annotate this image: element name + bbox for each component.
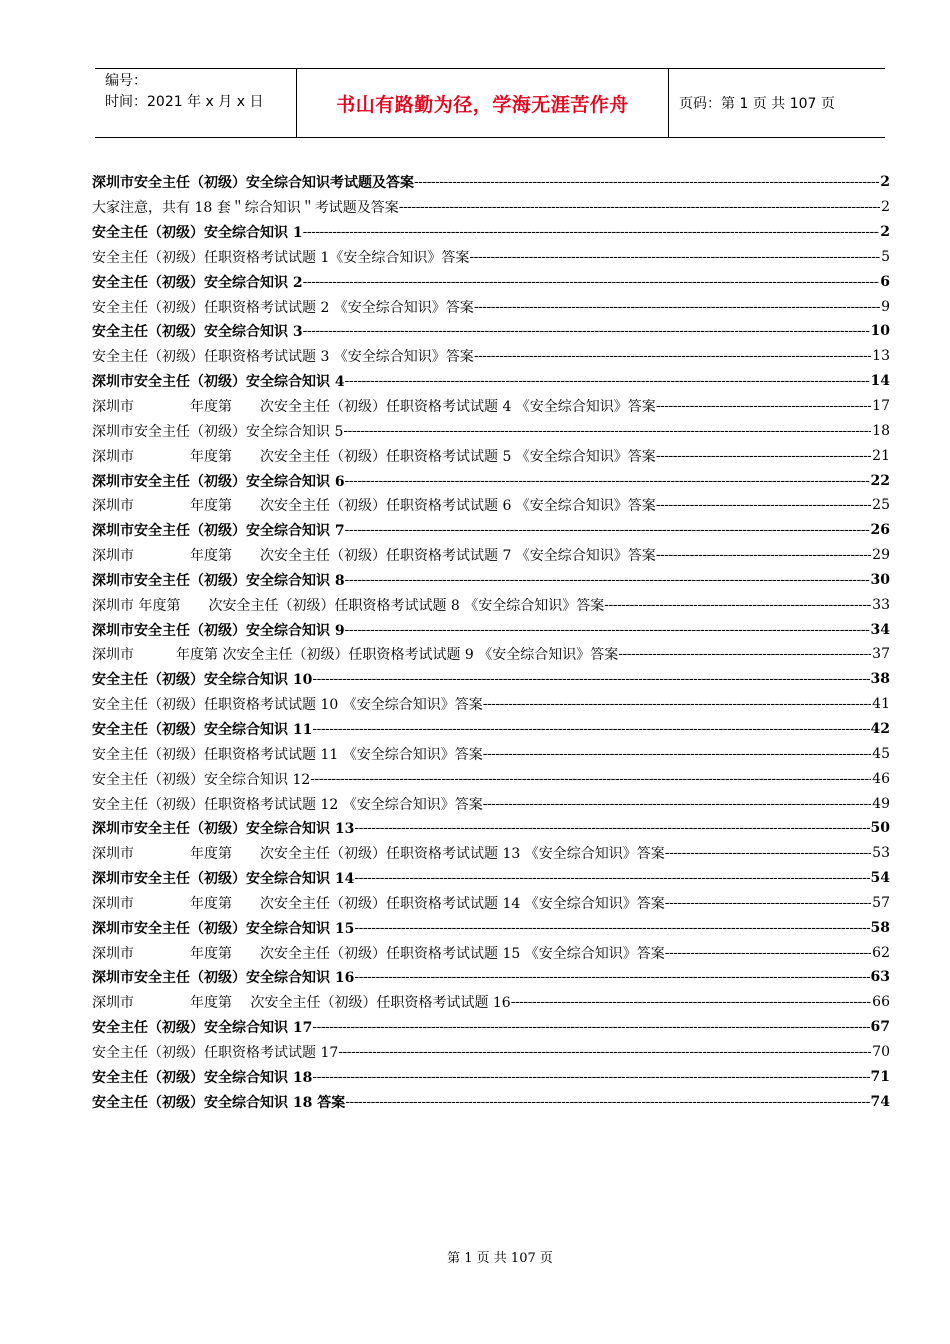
toc-entry[interactable] xyxy=(92,468,890,493)
toc-entry[interactable] xyxy=(92,667,890,692)
toc-entry-title: 安全主任（初级）任职资格考试试题 3 《安全综合知识》答案 xyxy=(92,349,474,366)
toc-entry-page: 62 xyxy=(872,944,890,961)
toc-leader-dots xyxy=(345,373,870,389)
toc-entry-title: 深圳市安全主任（初级）安全综合知识 13 xyxy=(92,821,355,838)
toc-entry-title: 安全主任（初级）安全综合知识 18 xyxy=(92,1069,313,1086)
header-motto xyxy=(297,69,669,137)
toc-entry-title: 安全主任（初级）安全综合知识 10 xyxy=(92,672,313,689)
header-meta xyxy=(95,69,297,137)
toc-leader-dots xyxy=(312,1019,869,1035)
toc-entry-title: 深圳市 年度第 次安全主任（初级）任职资格考试试题 9 《安全综合知识》答案 xyxy=(92,647,619,664)
toc-leader-dots xyxy=(474,348,871,364)
toc-entry[interactable] xyxy=(92,791,890,816)
toc-entry[interactable] xyxy=(92,493,890,518)
page-footer: 第 1 页 共 107 页 xyxy=(447,1251,553,1266)
toc-entry-title: 大家注意，共有 18 套＂综合知识＂考试题及答案 xyxy=(92,200,399,217)
toc-leader-dots xyxy=(343,423,871,439)
toc-entry-page: 25 xyxy=(872,497,890,514)
toc-leader-dots xyxy=(665,945,871,961)
toc-leader-dots xyxy=(483,696,871,712)
toc-entry[interactable] xyxy=(92,443,890,468)
toc-entry-title: 深圳市 年度第 次安全主任（初级）任职资格考试试题 15 《安全综合知识》答案 xyxy=(92,945,665,962)
toc-entry-title: 深圳市 年度第 次安全主任（初级）任职资格考试试题 13 《安全综合知识》答案 xyxy=(92,846,665,863)
motto-text: 书山有路勤为径，学海无涯苦作舟 xyxy=(336,93,629,116)
toc-entry[interactable] xyxy=(92,418,890,443)
toc-entry[interactable] xyxy=(92,717,890,742)
toc-entry[interactable] xyxy=(92,394,890,419)
toc-leader-dots xyxy=(469,249,880,265)
toc-entry-title: 深圳市安全主任（初级）安全综合知识 15 xyxy=(92,920,355,937)
toc-entry[interactable] xyxy=(92,1040,890,1065)
toc-entry-page: 2 xyxy=(880,224,890,241)
toc-leader-dots xyxy=(312,1069,869,1085)
toc-entry[interactable] xyxy=(92,245,890,270)
toc-leader-dots xyxy=(474,299,880,315)
toc-entry-page: 50 xyxy=(870,820,890,837)
toc-entry-page: 38 xyxy=(870,671,890,688)
toc-entry[interactable] xyxy=(92,220,890,245)
toc-leader-dots xyxy=(399,199,880,215)
toc-entry-page: 71 xyxy=(870,1068,890,1085)
toc-entry[interactable] xyxy=(92,369,890,394)
toc-entry[interactable] xyxy=(92,642,890,667)
toc-leader-dots xyxy=(303,224,880,240)
toc-leader-dots xyxy=(354,969,869,985)
toc-entry-page: 2 xyxy=(880,174,890,191)
toc-entry-page: 67 xyxy=(870,1019,890,1036)
toc-leader-dots xyxy=(345,1094,869,1110)
toc-entry[interactable] xyxy=(92,990,890,1015)
toc-leader-dots xyxy=(345,473,870,489)
toc-entry-page: 9 xyxy=(881,298,890,315)
toc-leader-dots xyxy=(310,771,871,787)
serial-label: 编号： xyxy=(105,73,147,89)
toc-leader-dots xyxy=(338,1044,871,1060)
toc-entry-page: 17 xyxy=(872,398,890,415)
toc-leader-dots xyxy=(303,274,880,290)
page-header xyxy=(95,68,885,138)
toc-entry[interactable] xyxy=(92,269,890,294)
time-label: 时间：2021 年 x 月 x 日 xyxy=(105,94,264,110)
toc-entry-page: 22 xyxy=(870,472,890,489)
toc-leader-dots xyxy=(345,522,870,538)
toc-entry-page: 14 xyxy=(870,373,890,390)
toc-leader-dots xyxy=(665,845,871,861)
toc-entry[interactable] xyxy=(92,568,890,593)
toc-entry-title: 深圳市安全主任（初级）安全综合知识考试题及答案 xyxy=(92,175,414,192)
toc-leader-dots xyxy=(345,622,870,638)
toc-entry[interactable] xyxy=(92,766,890,791)
toc-entry[interactable] xyxy=(92,741,890,766)
toc-entry[interactable] xyxy=(92,518,890,543)
header-page-info: 页码：第 1 页 共 107 页 xyxy=(679,96,835,112)
toc-entry-page: 42 xyxy=(870,720,890,737)
toc-leader-dots xyxy=(656,448,871,464)
toc-entry-page: 63 xyxy=(870,969,890,986)
toc-entry[interactable] xyxy=(92,965,890,990)
toc-leader-dots xyxy=(665,895,871,911)
toc-entry-page: 41 xyxy=(872,696,890,713)
toc-entry-page: 70 xyxy=(872,1043,890,1060)
toc-entry-title: 安全主任（初级）安全综合知识 1 xyxy=(92,225,303,242)
toc-entry-title: 深圳市安全主任（初级）安全综合知识 4 xyxy=(92,374,345,391)
toc-entry[interactable] xyxy=(92,692,890,717)
toc-entry-page: 30 xyxy=(870,571,890,588)
toc-entry-title: 安全主任（初级）任职资格考试试题 1《安全综合知识》答案 xyxy=(92,249,470,266)
toc-entry-title: 深圳市安全主任（初级）安全综合知识 7 xyxy=(92,523,345,540)
toc-entry-page: 57 xyxy=(872,894,890,911)
toc-entry-title: 深圳市 年度第 次安全主任（初级）任职资格考试试题 6 《安全综合知识》答案 xyxy=(92,498,656,515)
toc-entry-page: 34 xyxy=(870,621,890,638)
toc-entry-page: 66 xyxy=(872,994,890,1011)
toc-entry-title: 安全主任（初级）任职资格考试试题 11 《安全综合知识》答案 xyxy=(92,746,483,763)
toc-entry[interactable] xyxy=(92,195,890,220)
toc-leader-dots xyxy=(656,497,871,513)
toc-entry-page: 37 xyxy=(872,646,890,663)
toc-entry-title: 安全主任（初级）任职资格考试试题 2 《安全综合知识》答案 xyxy=(92,299,474,316)
toc-entry-title: 深圳市安全主任（初级）安全综合知识 8 xyxy=(92,572,345,589)
toc-leader-dots xyxy=(345,572,870,588)
toc-entry-title: 安全主任（初级）安全综合知识 18 答案 xyxy=(92,1094,346,1111)
toc-entry-title: 深圳市 年度第 次安全主任（初级）任职资格考试试题 7 《安全综合知识》答案 xyxy=(92,548,656,565)
toc-leader-dots xyxy=(414,174,879,190)
toc-leader-dots xyxy=(656,547,871,563)
toc-entry-page: 2 xyxy=(881,199,890,216)
toc-entry-page: 29 xyxy=(872,547,890,564)
toc-entry[interactable] xyxy=(92,294,890,319)
toc-entry-page: 26 xyxy=(870,522,890,539)
toc-entry-title: 深圳市 年度第 次安全主任（初级）任职资格考试试题 8 《安全综合知识》答案 xyxy=(92,597,605,614)
toc-leader-dots xyxy=(354,870,869,886)
toc-entry-title: 深圳市安全主任（初级）安全综合知识 6 xyxy=(92,473,345,490)
toc-entry-title: 安全主任（初级）安全综合知识 11 xyxy=(92,721,313,738)
toc-entry-title: 安全主任（初级）安全综合知识 12 xyxy=(92,771,311,788)
toc-entry-page: 10 xyxy=(870,323,890,340)
toc-entry-page: 58 xyxy=(870,919,890,936)
toc-entry-page: 45 xyxy=(872,745,890,762)
toc-entry-title: 安全主任（初级）任职资格考试试题 10 《安全综合知识》答案 xyxy=(92,697,483,714)
toc-entry-page: 46 xyxy=(872,770,890,787)
toc-leader-dots xyxy=(483,746,871,762)
toc-entry-title: 安全主任（初级）安全综合知识 17 xyxy=(92,1020,313,1037)
toc-entry[interactable] xyxy=(92,319,890,344)
toc-leader-dots xyxy=(618,646,871,662)
toc-entry-title: 深圳市 年度第 次安全主任（初级）任职资格考试试题 5 《安全综合知识》答案 xyxy=(92,448,656,465)
toc-entry-page: 5 xyxy=(881,248,890,265)
toc-entry[interactable] xyxy=(92,1089,890,1114)
toc-entry-title: 安全主任（初级）任职资格考试试题 12 《安全综合知识》答案 xyxy=(92,796,483,813)
toc-entry-page: 49 xyxy=(872,795,890,812)
toc-leader-dots xyxy=(656,398,871,414)
toc-entry[interactable] xyxy=(92,1015,890,1040)
toc-entry-title: 安全主任（初级）安全综合知识 2 xyxy=(92,274,303,291)
toc-entry[interactable] xyxy=(92,170,890,195)
toc-leader-dots xyxy=(604,597,871,613)
table-of-contents xyxy=(92,170,890,1114)
toc-entry[interactable] xyxy=(92,592,890,617)
toc-entry-title: 深圳市 年度第 次安全主任（初级）任职资格考试试题 14 《安全综合知识》答案 xyxy=(92,895,665,912)
toc-entry[interactable] xyxy=(92,890,890,915)
toc-entry[interactable] xyxy=(92,841,890,866)
toc-entry-title: 深圳市安全主任（初级）安全综合知识 5 xyxy=(92,423,344,440)
toc-leader-dots xyxy=(354,920,869,936)
toc-leader-dots xyxy=(312,721,869,737)
toc-entry-title: 深圳市安全主任（初级）安全综合知识 14 xyxy=(92,871,355,888)
toc-entry[interactable] xyxy=(92,1064,890,1089)
toc-entry-page: 54 xyxy=(870,870,890,887)
toc-entry[interactable] xyxy=(92,344,890,369)
toc-leader-dots xyxy=(511,994,871,1010)
toc-entry[interactable] xyxy=(92,617,890,642)
toc-entry-title: 深圳市安全主任（初级）安全综合知识 16 xyxy=(92,970,355,987)
toc-entry-page: 6 xyxy=(880,273,890,290)
toc-entry-page: 13 xyxy=(872,348,890,365)
toc-entry-page: 21 xyxy=(872,447,890,464)
toc-leader-dots xyxy=(483,796,871,812)
toc-entry-page: 33 xyxy=(872,596,890,613)
toc-entry-page: 74 xyxy=(870,1093,890,1110)
toc-entry-title: 深圳市 年度第 次安全主任（初级）任职资格考试试题 16 xyxy=(92,995,511,1012)
toc-entry[interactable] xyxy=(92,915,890,940)
toc-entry-title: 安全主任（初级）安全综合知识 3 xyxy=(92,324,303,341)
toc-entry-page: 18 xyxy=(872,422,890,439)
toc-entry-page: 53 xyxy=(872,845,890,862)
toc-entry-title: 深圳市 年度第 次安全主任（初级）任职资格考试试题 4 《安全综合知识》答案 xyxy=(92,399,656,416)
toc-entry-title: 安全主任（初级）任职资格考试试题 17 xyxy=(92,1044,339,1061)
toc-leader-dots xyxy=(354,820,869,836)
toc-entry[interactable] xyxy=(92,543,890,568)
toc-entry[interactable] xyxy=(92,866,890,891)
toc-entry[interactable] xyxy=(92,816,890,841)
toc-leader-dots xyxy=(303,323,870,339)
toc-entry-title: 深圳市安全主任（初级）安全综合知识 9 xyxy=(92,622,345,639)
toc-entry[interactable] xyxy=(92,940,890,965)
toc-leader-dots xyxy=(312,671,869,687)
